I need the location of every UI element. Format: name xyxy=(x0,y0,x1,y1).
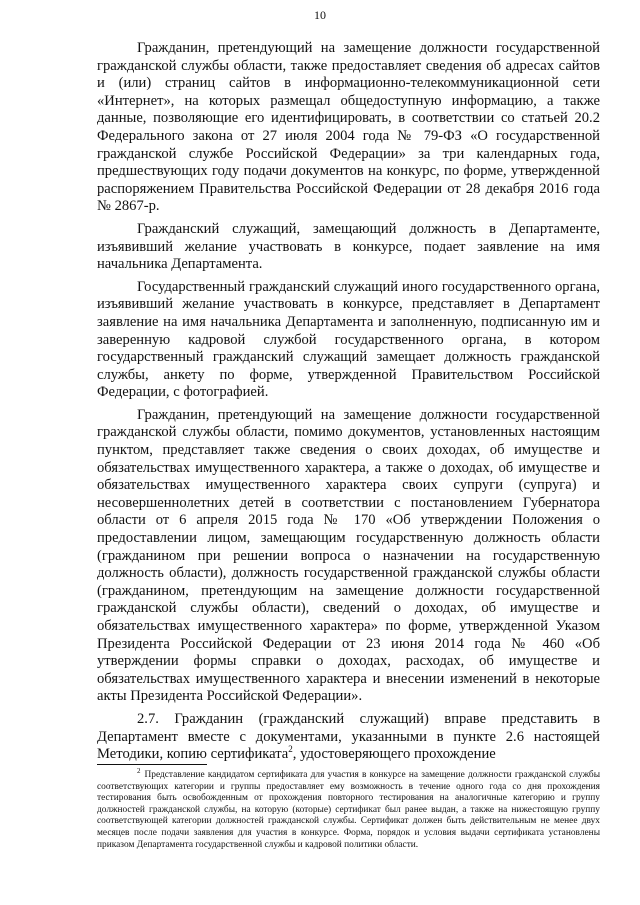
footnote xyxy=(97,766,600,851)
paragraph-other-agency-servant: Государственный гражданский служащий иного государственного органа, изъявивший желание участвовать в конкурсе, представляет в Департамент заявление на имя начальника Департамента и заполненную, подписанную им и заверенную кадровой службой государственного органа, в котором государственный гражданский служащий замещает должность гражданской службы, анкету по форме, утвержденной Правительством Российской Федерации, с фотографией. xyxy=(97,278,600,401)
paragraph-section-2-7 xyxy=(97,711,600,764)
section-2-7-text-continued: , удостоверяющего прохождение xyxy=(292,746,496,763)
footnote-reference: 2 xyxy=(288,744,293,755)
paragraph-civil-servant-application: Гражданский служащий, замещающий должность в Департаменте, изъявивший желание участвовать в конкурсе, подает заявление на имя начальника Департамента. xyxy=(97,220,600,273)
footnote-marker: 2 xyxy=(137,766,141,775)
paragraph-income-declaration: Гражданин, претендующий на замещение должности государственной гражданской службы области, помимо документов, установленных настоящим пунктом, представляет также сведения о своих доходах, об имуществе и обязательствах имущественного характера, а также о доходах, об имуществе и обязательствах имущественного характера своих супруги (супруга) и несовершеннолетних детей в соответствии с постановлением Губернатора области от 6 апреля 2015 года № 170 «Об утверждении Положения о предоставлении лицом, замещающим государственную должность области (гражданином при решении вопроса о назначении на государственную должность области), должность государственной гражданской службы области (гражданином, претендующим на замещение должности государственной гражданской службы области), сведений о доходах, об имуществе и обязательствах имущественного характера» по форме, утвержденной Указом Президента Российской Федерации от 23 июня 2014 года № 460 «Об утверждении формы справки о доходах, расходах, об имуществе и обязательствах имущественного характера и внесении изменений в некоторые акты Президента Российской Федерации». xyxy=(97,406,600,705)
page-number: 10 xyxy=(314,8,326,22)
paragraph-social-sites: Гражданин, претендующий на замещение должности государственной гражданской службы области, также предоставляет сведения об адресах сайтов и (или) страниц сайтов в информационно-телекоммуникационной сети «Интернет», на которых размещал общедоступную информацию, а также данные, позволяющие его идентифицировать, в соответствии со статьей 20.2 Федерального закона от 27 июля 2004 года № 79-ФЗ «О государственной гражданской службе Российской Федерации» за три календарных года, предшествующих году подачи документов на конкурс, по форме, утвержденной распоряжением Правительства Российской Федерации от 28 декабря 2016 года № 2867-р. xyxy=(97,40,600,215)
footnote-divider xyxy=(97,764,207,765)
section-2-7-text: 2.7. Гражданин (гражданский служащий) вправе представить в Департамент вместе с документами, указанными в пункте 2.6 настоящей Методики, копию сертификата xyxy=(97,710,600,763)
document-body xyxy=(97,40,600,769)
footnote-text: Представление кандидатом сертификата для участия в конкурсе на замещение должности гражданской службы соответствующих категории и группы предоставляет ему возможность в течение одного года со дня прохождения тестирования быть освобожденным от прохождения повторного тестирования на аналогичные категорию и группу должностей гражданской службы, на которую (которые) сертификат был ранее выдан, а также на нижестоящую группу соответствующей категории должностей гражданской службы. Сертификат должен быть действительным не менее двух месяцев после подачи заявления для участия в конкурсе. Форма, порядок и условия выдачи сертификата установлены приказом Департамента государственной службы и кадровой политики области. xyxy=(97,770,600,850)
